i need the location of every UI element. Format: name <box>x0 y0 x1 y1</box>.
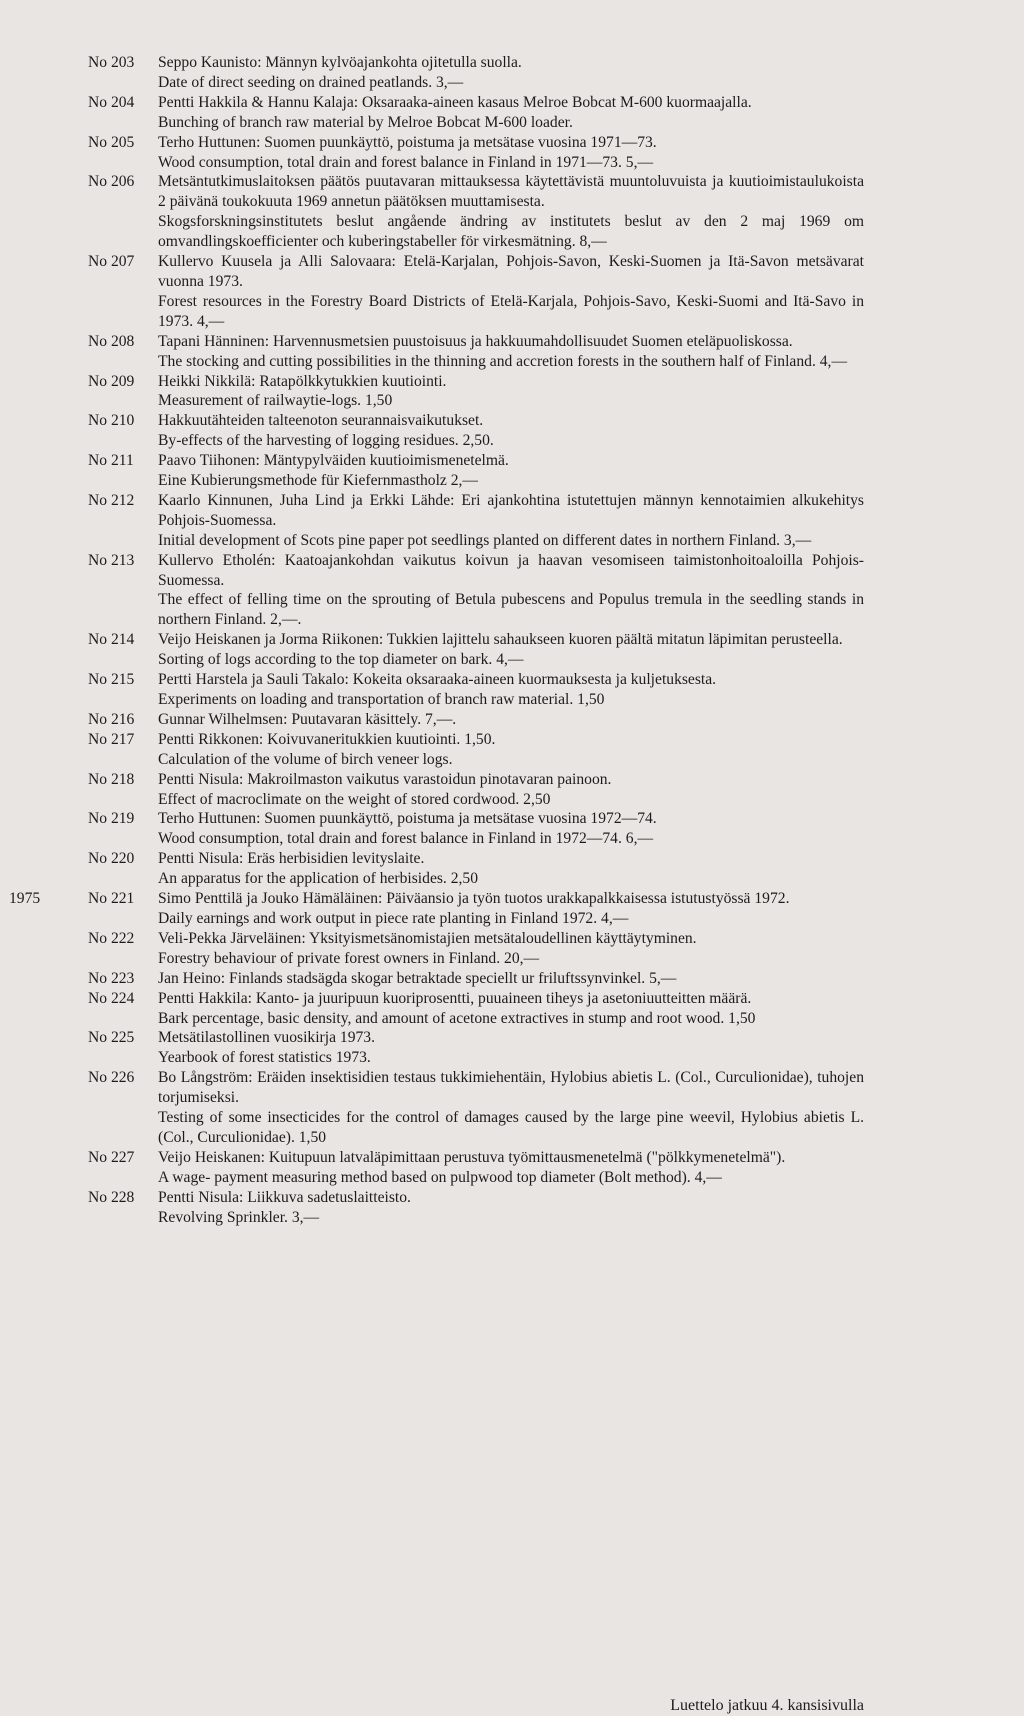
publication-list <box>88 53 864 1227</box>
entry-title: Veijo Heiskanen: Kuitupuun latvaläpimittaan perustuva työmittausmenetelmä ("pölkkymenetelmä"). <box>158 1148 786 1166</box>
entry-body <box>158 730 864 770</box>
entry-translation: Revolving Sprinkler. 3,— <box>158 1208 320 1226</box>
entry-number: No 214 <box>88 631 135 649</box>
entry-number: No 213 <box>88 551 135 569</box>
entry-translation: Wood consumption, total drain and forest balance in Finland in 1971—73. 5,— <box>158 153 654 171</box>
list-item <box>88 1188 864 1228</box>
list-item <box>88 93 864 133</box>
entry-number: No 204 <box>88 93 135 111</box>
entry-number: No 205 <box>88 133 135 151</box>
entry-translation: Forest resources in the Forestry Board Districts of Etelä-Karjala, Pohjois-Savo, Keski-Suomi and Itä-Savo in 1973. 4,— <box>158 292 864 330</box>
entry-title: Kullervo Kuusela ja Alli Salovaara: Etelä-Karjalan, Pohjois-Savon, Keski-Suomen ja Itä-Savon metsävarat vuonna 1973. <box>158 253 864 290</box>
entry-number: No 221 <box>88 890 135 908</box>
entry-title: Terho Huttunen: Suomen puunkäyttö, poistuma ja metsätase vuosina 1972—74. <box>158 810 657 828</box>
list-item <box>88 969 864 989</box>
entry-number: No 227 <box>88 1148 135 1166</box>
entry-translation: Skogsforskningsinstitutets beslut angående ändring av institutets beslut av den 2 maj 1969 om omvandlingskoefficienter och kuberingstabeller för virkesmätning. 8,— <box>158 213 864 251</box>
entry-body <box>158 989 864 1029</box>
entry-body <box>158 849 864 889</box>
entry-number: No 215 <box>88 671 135 689</box>
entry-body <box>158 770 864 810</box>
entry-title: Pentti Nisula: Makroilmaston vaikutus varastoidun pinotavaran painoon. <box>158 770 612 788</box>
entry-body <box>158 53 864 93</box>
list-item <box>88 989 864 1029</box>
entry-translation: Sorting of logs according to the top diameter on bark. 4,— <box>158 651 524 669</box>
entry-number: No 225 <box>88 1029 135 1047</box>
list-item <box>88 630 864 670</box>
entry-body <box>158 133 864 173</box>
entry-title: Metsätilastollinen vuosikirja 1973. <box>158 1029 375 1047</box>
entry-number: No 219 <box>88 810 135 828</box>
entry-number: No 218 <box>88 770 135 788</box>
list-item <box>88 332 864 372</box>
entry-title: Hakkuutähteiden talteenoton seurannaisvaikutukset. <box>158 412 484 430</box>
list-item <box>88 710 864 730</box>
entry-number: No 216 <box>88 710 135 728</box>
entry-title: Seppo Kaunisto: Männyn kylvöajankohta ojitetulla suolla. <box>158 54 522 71</box>
entry-body <box>158 372 864 412</box>
entry-body <box>158 1068 864 1148</box>
entry-title: Veli-Pekka Järveläinen: Yksityismetsänomistajien metsätaloudellinen käyttäytyminen. <box>158 929 697 947</box>
entry-title: Metsäntutkimuslaitoksen päätös puutavaran mittauksessa käytettävistä muuntoluvuista ja kuutioimistaulukoista 2 päivänä toukokuuta 1969 annetun päätöksen muuttamisesta. <box>158 173 864 211</box>
entry-body <box>158 929 864 969</box>
entry-body <box>158 491 864 551</box>
entry-number: No 203 <box>88 54 135 71</box>
entry-body <box>158 93 864 133</box>
entry-body <box>158 1188 864 1228</box>
list-item <box>88 1068 864 1148</box>
entry-title: Kaarlo Kinnunen, Juha Lind ja Erkki Lähde: Eri ajankohtina istutettujen männyn kennotaimien alkukehitys Pohjois-Suomessa. <box>158 491 864 529</box>
list-item <box>88 809 864 849</box>
list-item <box>88 849 864 889</box>
entry-body <box>158 451 864 491</box>
entry-translation: Testing of some insecticides for the control of damages caused by the large pine weevil, Hylobius abietis L. (Col., Curculionidae). 1,50 <box>158 1109 864 1146</box>
entry-body <box>158 1148 864 1188</box>
list-item <box>88 53 864 93</box>
entry-translation: Measurement of railwaytie-logs. 1,50 <box>158 392 393 410</box>
entry-number: No 209 <box>88 372 135 390</box>
entry-translation: Initial development of Scots pine paper pot seedlings planted on different dates in northern Finland. 3,— <box>158 531 812 549</box>
list-item <box>88 451 864 491</box>
entry-translation: Eine Kubierungsmethode für Kiefernmastholz 2,— <box>158 472 479 490</box>
list-item <box>88 1148 864 1188</box>
entry-translation: By-effects of the harvesting of logging residues. 2,50. <box>158 432 494 450</box>
list-item <box>88 172 864 252</box>
entry-title: Jan Heino: Finlands stadsägda skogar betraktade speciellt ur friluftssynvinkel. 5,— <box>158 969 677 987</box>
entry-number: No 217 <box>88 730 135 748</box>
entry-title: Tapani Hänninen: Harvennusmetsien puustoisuus ja hakkuumahdollisuudet Suomen eteläpuoliskossa. <box>158 332 793 350</box>
entry-title: Gunnar Wilhelmsen: Puutavaran käsittely. 7,—. <box>158 710 457 728</box>
entry-title: Veijo Heiskanen ja Jorma Riikonen: Tukkien lajittelu sahaukseen kuoren päältä mitatun läpimitan perusteella. <box>158 631 843 649</box>
entry-title: Pentti Nisula: Liikkuva sadetuslaitteisto. <box>158 1188 411 1206</box>
entry-translation: An apparatus for the application of herbisides. 2,50 <box>158 870 479 888</box>
entry-number: No 220 <box>88 850 135 868</box>
list-item <box>88 491 864 551</box>
entry-title: Bo Långström: Eräiden insektisidien testaus tukkimiehentäin, Hylobius abietis L. (Col., Curculionidae), tuhojen torjumiseksi. <box>158 1069 864 1107</box>
entry-translation: Effect of macroclimate on the weight of stored cordwood. 2,50 <box>158 790 551 808</box>
entry-title: Pentti Rikkonen: Koivuvaneritukkien kuutiointi. 1,50. <box>158 730 496 748</box>
entry-title: Pentti Nisula: Eräs herbisidien levityslaite. <box>158 850 425 868</box>
list-item <box>88 411 864 451</box>
entry-body <box>158 809 864 849</box>
list-item <box>88 929 864 969</box>
entry-translation: Bark percentage, basic density, and amount of acetone extractives in stump and root wood. 1,50 <box>158 1009 756 1027</box>
entry-body <box>158 710 864 730</box>
list-item <box>88 252 864 332</box>
list-item <box>88 1028 864 1068</box>
entry-translation: Date of direct seeding on drained peatlands. 3,— <box>158 73 464 91</box>
entry-translation: Calculation of the volume of birch veneer logs. <box>158 750 453 768</box>
entry-translation: Forestry behaviour of private forest owners in Finland. 20,— <box>158 949 540 967</box>
entry-translation: Yearbook of forest statistics 1973. <box>158 1049 371 1067</box>
entry-title: Pentti Hakkila & Hannu Kalaja: Oksaraaka-aineen kasaus Melroe Bobcat M-600 kuormaajalla. <box>158 93 752 111</box>
entry-number: No 210 <box>88 412 135 430</box>
entry-body <box>158 630 864 670</box>
entry-number: No 212 <box>88 491 135 509</box>
entry-translation: Bunching of branch raw material by Melroe Bobcat M-600 loader. <box>158 113 573 131</box>
entry-body <box>158 172 864 252</box>
entry-number: No 222 <box>88 929 135 947</box>
entry-body <box>158 969 864 989</box>
list-item <box>88 551 864 631</box>
entry-number: No 224 <box>88 989 135 1007</box>
list-item <box>88 770 864 810</box>
entry-body <box>158 670 864 710</box>
list-item <box>88 133 864 173</box>
entry-body <box>158 551 864 631</box>
entry-number: No 206 <box>88 173 135 191</box>
entry-number: No 208 <box>88 332 135 350</box>
entry-body <box>158 252 864 332</box>
list-item <box>88 670 864 710</box>
entry-body <box>158 411 864 451</box>
entry-number: No 207 <box>88 253 135 271</box>
margin-year: 1975 <box>9 890 41 907</box>
entry-title: Pertti Harstela ja Sauli Takalo: Kokeita oksaraaka-aineen kuormauksesta ja kuljetuksesta. <box>158 671 717 689</box>
entry-translation: Daily earnings and work output in piece rate planting in Finland 1972. 4,— <box>158 909 629 927</box>
entry-translation: The stocking and cutting possibilities in the thinning and accretion forests in the southern half of Finland. 4,— <box>158 352 848 370</box>
entry-title: Simo Penttilä ja Jouko Hämäläinen: Päiväansio ja työn tuotos urakkapalkkaisessa istutustyössä 1972. <box>158 890 790 908</box>
entry-body <box>158 1028 864 1068</box>
entry-translation: Experiments on loading and transportation of branch raw material. 1,50 <box>158 691 605 708</box>
entry-translation: A wage- payment measuring method based on pulpwood top diameter (Bolt method). 4,— <box>158 1168 722 1186</box>
entry-translation: Wood consumption, total drain and forest balance in Finland in 1972—74. 6,— <box>158 830 654 848</box>
list-item <box>88 372 864 412</box>
entry-body <box>158 332 864 372</box>
entry-body <box>158 889 864 929</box>
entry-title: Paavo Tiihonen: Mäntypylväiden kuutioimismenetelmä. <box>158 452 509 470</box>
entry-title: Heikki Nikkilä: Ratapölkkytukkien kuutiointi. <box>158 372 447 390</box>
list-item <box>88 889 864 929</box>
entry-translation: The effect of felling time on the sprouting of Betula pubescens and Populus tremula in the seedling stands in northern Finland. 2,—. <box>158 591 864 629</box>
entry-number: No 211 <box>88 452 134 470</box>
continuation-note: Luettelo jatkuu 4. kansisivulla <box>670 1697 864 1714</box>
entry-title: Pentti Hakkila: Kanto- ja juuripuun kuoriprosentti, puuaineen tiheys ja asetoniuutteitten määrä. <box>158 989 752 1007</box>
entry-title: Terho Huttunen: Suomen puunkäyttö, poistuma ja metsätase vuosina 1971—73. <box>158 133 657 151</box>
entry-number: No 228 <box>88 1188 135 1206</box>
entry-title: Kullervo Etholén: Kaatoajankohdan vaikutus koivun ja haavan vesomiseen taimistonhoitoalоilla Pohjois-Suomessa. <box>158 551 864 589</box>
entry-number: No 223 <box>88 969 135 987</box>
list-item <box>88 730 864 770</box>
entry-number: No 226 <box>88 1069 135 1087</box>
